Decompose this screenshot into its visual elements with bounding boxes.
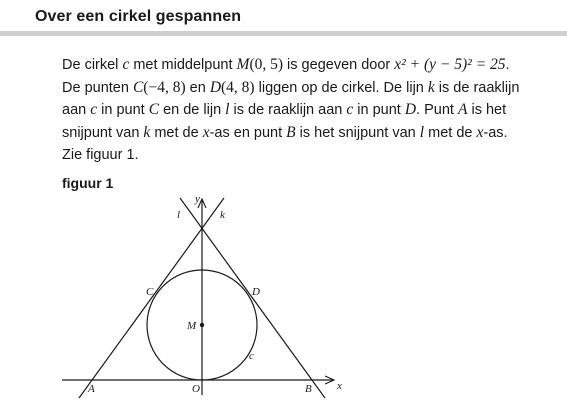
math-point-C: C [148, 101, 160, 118]
math-line-l: l [225, 101, 230, 118]
math-M-coords: (0, 5) [249, 56, 284, 73]
label-point-D: D [252, 286, 260, 298]
center-point-M [200, 323, 204, 327]
text-run: is de raaklijn aan [229, 102, 347, 118]
math-var-x: x [202, 123, 210, 141]
label-point-A: A [88, 383, 95, 395]
label-origin-O: O [192, 383, 200, 395]
math-circle-c: c [122, 56, 130, 73]
math-point-M: M [236, 56, 250, 73]
text-run: is de raaklijn [434, 79, 520, 96]
label-line-k: k [220, 209, 225, 221]
label-x-axis: x [337, 380, 342, 392]
text-run: snijpunt van [62, 124, 144, 141]
text-run: en de lijn [159, 102, 226, 118]
label-circle-c: c [249, 350, 254, 362]
math-line-k: k [427, 78, 435, 96]
math-line-l: l [419, 123, 425, 141]
text-run: De punten [62, 79, 133, 96]
text-run: in punt [353, 102, 405, 118]
math-point-B: B [286, 123, 296, 141]
text-run: en [185, 79, 210, 96]
math-point-A: A [457, 101, 468, 118]
text-run: in punt [97, 102, 149, 118]
text-run: De cirkel [62, 57, 123, 73]
text-run: met de [150, 124, 203, 141]
math-point-D: D [404, 101, 417, 118]
text-run: is gegeven door [283, 57, 395, 73]
problem-line-5: Zie figuur 1. [62, 147, 139, 163]
math-D-coords: (4, 8) [221, 78, 255, 96]
label-point-B: B [305, 383, 312, 395]
label-point-M: M [187, 320, 197, 332]
section-title: Over een cirkel gespannen [35, 8, 242, 25]
label-y-axis: y [195, 193, 200, 205]
text-run: is het snijpunt van [295, 124, 420, 141]
math-C-coords: (−4, 8) [143, 78, 186, 96]
figure-caption: figuur 1 [62, 175, 114, 191]
math-point-C: C [132, 78, 144, 96]
text-run: is het [467, 102, 507, 118]
text-run: -as. [483, 124, 508, 141]
label-point-C: C [146, 286, 154, 298]
text-run: liggen op de cirkel. De lijn [254, 79, 428, 96]
math-var-x: x [476, 123, 484, 141]
text-run: met de [424, 124, 477, 141]
math-circle-c: c [346, 101, 354, 118]
text-run: . [505, 57, 510, 73]
text-run: met middelpunt [129, 57, 237, 73]
label-line-l: l [177, 209, 181, 221]
math-circle-c: c [90, 101, 98, 118]
text-run: aan [62, 102, 91, 118]
math-line-k: k [143, 123, 151, 141]
text-run: . Punt [416, 102, 458, 118]
math-circle-equation: x² + (y − 5)² = 25 [394, 56, 506, 73]
math-point-D: D [209, 78, 222, 96]
text-run: -as en punt [209, 124, 287, 141]
